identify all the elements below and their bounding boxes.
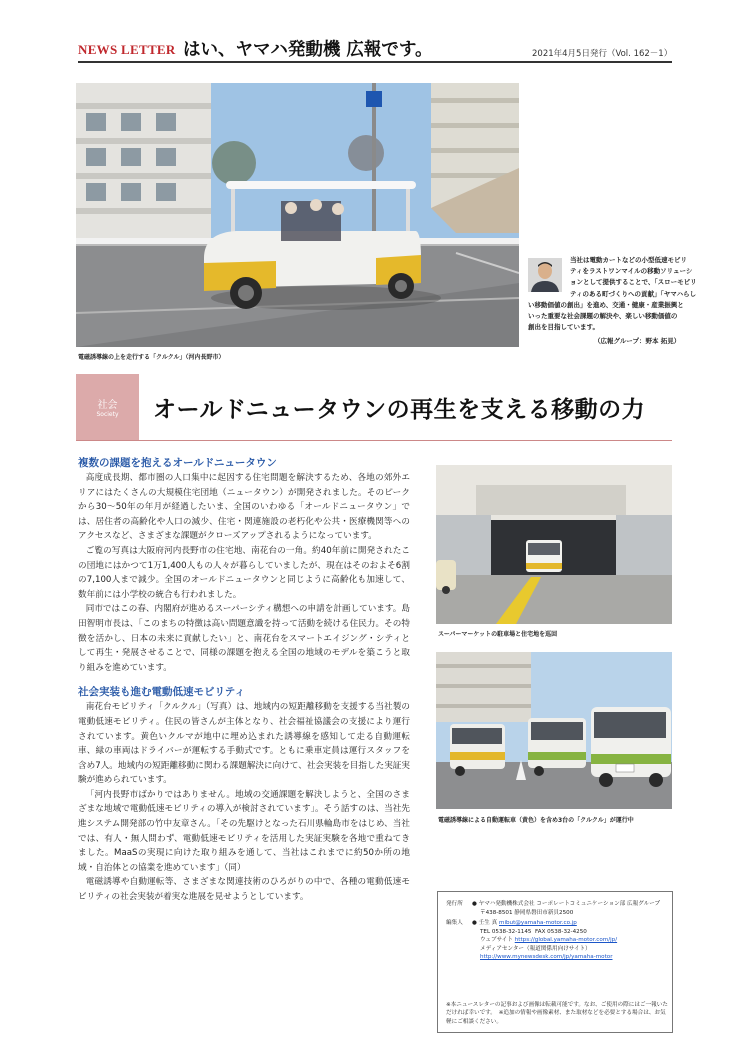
publisher-info-box — [437, 891, 673, 1033]
paragraph: 「河内長野市ばかりではありません。地域の交通課題を解決しようと、全国のさまざまな地域で電動低速モビリティの導入が検討されています」。そう話すのは、当社先進システム開発部の竹中友章さん。「その先駆けとなった石川県輪島市をはじめ、当社では、有人・無人問わず、電動低速モビリティを活用した実証実験を各地で重ねてきました。MaaSの実現に向けた取り組みを通して、当社はこれまでに約50か所の地域・自治体との協業を進めています」（同） — [78, 789, 410, 873]
category-en: Society — [96, 411, 119, 418]
spokesperson-credit: （広報グループ：野本 拓見） — [594, 337, 681, 345]
paragraph: 電磁誘導や自動運転等、さまざまな関連技術のひろがりの中で、各種の電動低速モビリティの社会実装が着実な進展を見せようとしています。 — [78, 877, 410, 903]
paragraph: 同市ではこの春、内閣府が進めるスーパーシティ構想への申請を計画しています。島田智明市長は、「このまちの特徴は高い問題意識を持って活動を続ける住民力。その特徴を活かし、日本の未来に貢献したい」と、南花台をスマートエイジング・シティとして再生・発展させることで、同様の課題を抱える全国の地域のモデルを築こうと取り組みを進めています。 — [78, 604, 410, 673]
parking-photo — [436, 465, 672, 624]
media-label: メディアセンター（報道関係用向けサイト） — [480, 945, 591, 952]
header-rule — [78, 61, 672, 63]
website-link[interactable]: https://global.yamaha-motor.com/jp/ — [514, 937, 618, 943]
reprint-note: ※本ニュースレターの記事および画像は転載可能です。なお、ご使用の際にはご一報いただければ幸いです。 ※追加の情報や画像素材、また取材などを必要とする場合は、お気軽にご相談ください。 — [446, 1002, 668, 1025]
tel: TEL 0538-32-1145 — [480, 928, 532, 935]
newsletter-title: はい、ヤマハ発動機 広報です。 — [183, 40, 433, 60]
email-link[interactable]: mibut@yamaha-motor.co.jp — [499, 920, 577, 926]
issue-date: 2021年4月5日発行（Vol. 162－1） — [532, 49, 673, 59]
carts-caption: 電磁誘導線による自動運転車（黄色）を含め3台の「クルクル」が運行中 — [438, 817, 634, 824]
fax: FAX 0538-32-4250 — [535, 928, 587, 935]
paragraph: 高度成長期、都市圏の人口集中に起因する住宅問題を解決するため、各地の郊外エリアにはたくさんの大規模住宅団地（ニュータウン）が開発されました。そのピークから30～50年の年月が経過したいま、全国のいわゆる「オールドニュータウン」では、居住者の高齢化や人口の減少、住宅・関連施設の老朽化や公共・医療機関等へのアクセスなど、さまざまな課題がクローズアップされるようになっています。 — [78, 473, 410, 542]
headline-rule — [76, 440, 672, 441]
paragraph: 南花台モビリティ「クルクル」（写真）は、地域内の短距離移動を支援する当社製の電動低速モビリティ。住民の皆さんが主体となり、社会福祉協議会の支援により運行されています。黄色いクルマが地中に埋め込まれた誘導線を感知して走る自動運転車、緑の車両はドライバーが運転する手動式です。ともに乗車定員は運行スタッフを含め7人。地域内の短距離移動に関わる課題解決に向けて、社会実装を目指した実証実験が進められています。 — [78, 702, 410, 786]
parking-caption: スーパーマーケットの駐車場と住宅地を巡回 — [438, 631, 558, 638]
paragraph: ご覧の写真は大阪府河内長野市の住宅地、南花台の一角。約40年前に開発されたこの団地にはかつて1万1,400人もの人々が暮らしていましたが、現在はそのおよそ6割の7,100人まで減少。全国のオールドニュータウンと同じように高齢化も加速して、数年前には小学校の統合も行われました。 — [78, 545, 410, 600]
section-heading: 複数の課題を抱えるオールドニュータウン — [78, 457, 277, 469]
article-headline: オールドニュータウンの再生を支える移動の力 — [153, 396, 646, 423]
category-badge — [76, 374, 139, 440]
category-jp: 社会 — [97, 400, 118, 411]
editor-label: 編集人 — [446, 920, 463, 926]
section-heading: 社会実装も進む電動低速モビリティ — [78, 686, 245, 699]
article-body — [78, 455, 410, 905]
publisher-label: 発行所 — [446, 901, 463, 907]
carts-photo — [436, 652, 672, 809]
hero-caption: 電磁誘導線の上を走行する「クルクル」（河内長野市） — [78, 354, 225, 361]
spokesperson-text: 当社は電動カートなどの小型低速モビリ ティをラストワンマイルの移動ソリューシ ョンとして提供することで、「スローモビリ ティのある町づくりへの貢献」「ヤマハらし い移動価値の創出」を進め、交通・健康・産業振興と いった重要な社会課題の解決や、楽しい移動価値の 創出を目指しています。 — [528, 256, 697, 332]
address: 〒438-8501 静岡県磐田市新貝2500 — [480, 909, 574, 916]
media-link[interactable]: http://www.mynewsdesk.com/jp/yamaha-motor — [480, 954, 613, 960]
hero-photo — [76, 83, 519, 347]
avatar — [528, 258, 562, 292]
publisher: ● ヤマハ発動機株式会社 コーポレートコミュニケーション部 広報グループ — [472, 901, 661, 907]
newsletter-label: NEWS LETTER — [78, 42, 176, 57]
editor-name: ● 壬生 真 — [472, 920, 498, 926]
website-label: ウェブサイト — [480, 937, 513, 943]
